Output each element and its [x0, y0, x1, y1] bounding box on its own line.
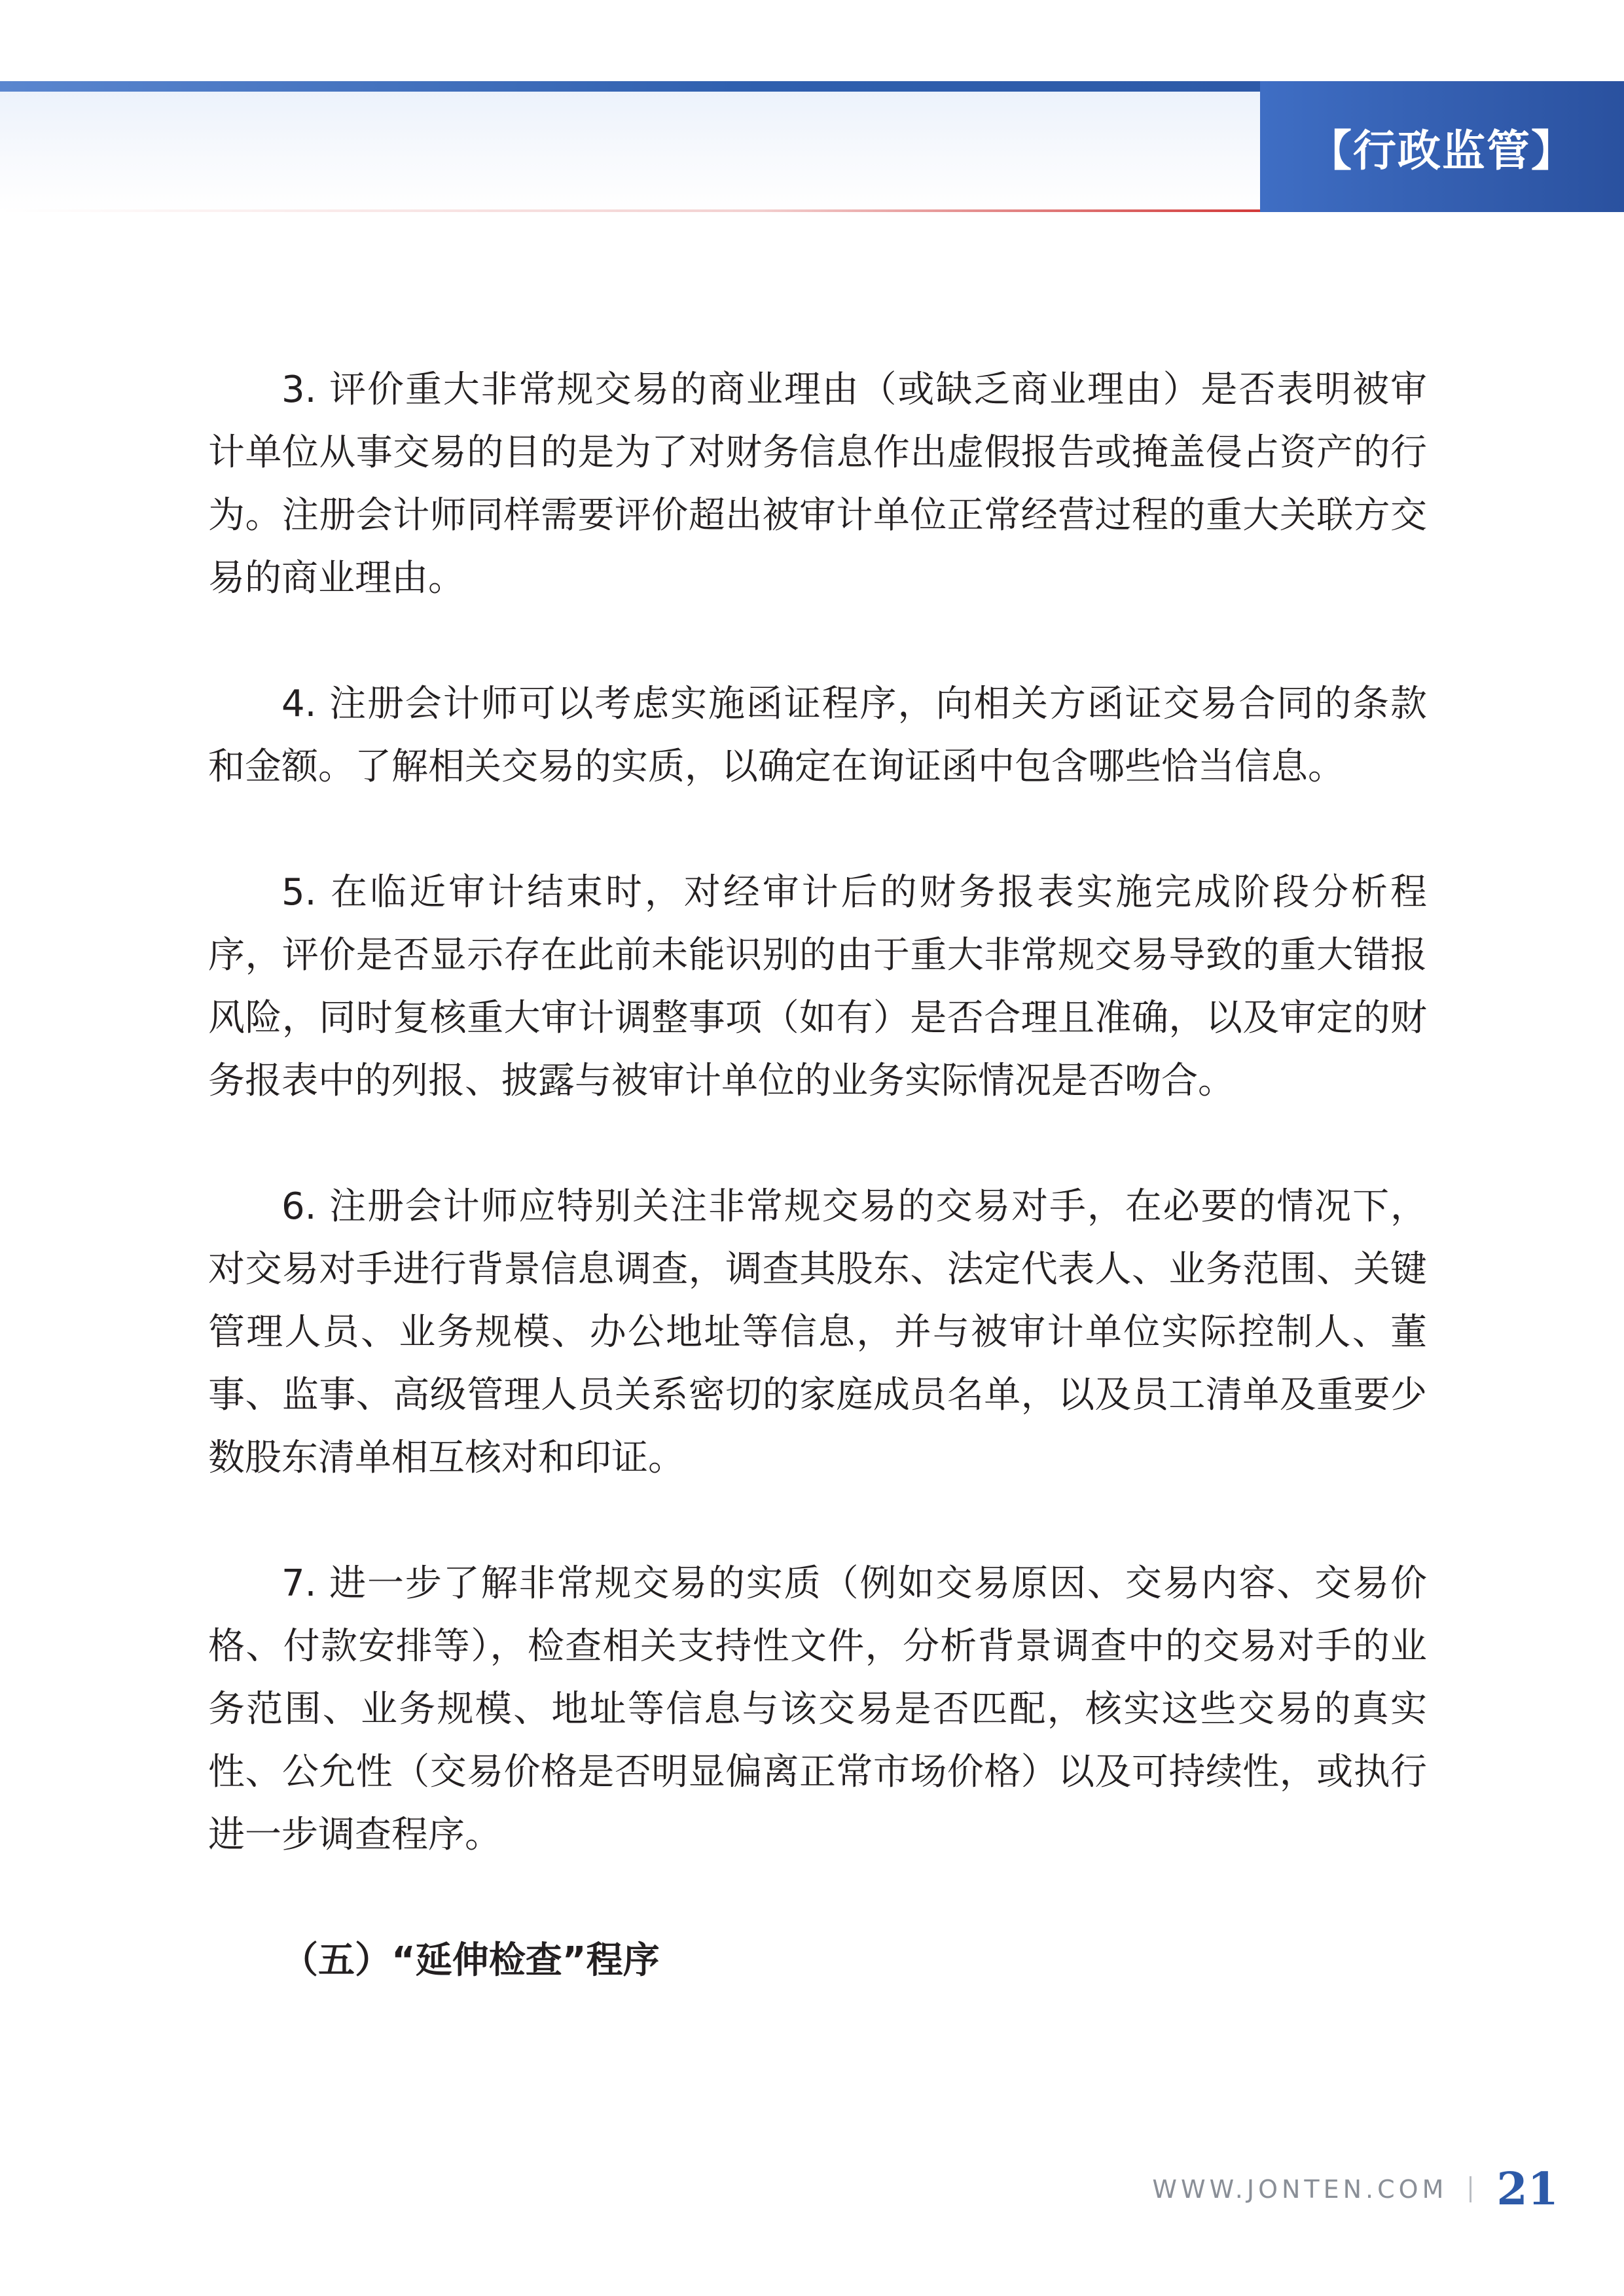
page-footer: [1152, 2153, 1559, 2225]
header-top-line: [0, 81, 1260, 92]
paragraph-7: 7. 进一步了解非常规交易的实质（例如交易原因、交易内容、交易价格、付款安排等），检查相关支持性文件，分析背景调查中的交易对手的业务范围、业务规模、地址等信息与该交易是否匹配，核实这些交易的真实性、公允性（交易价格是否明显偏离正常市场价格）以及可持续性，或执行进一步调查程序。: [208, 1562, 1427, 1856]
section-label: 【行政监管】: [1260, 81, 1624, 212]
paragraph-3: 3. 评价重大非常规交易的商业理由（或缺乏商业理由）是否表明被审计单位从事交易的目的是为了对财务信息作出虚假报告或掩盖侵占资产的行为。注册会计师同样需要评价超出被审计单位正常经营过程的重大关联方交易的商业理由。: [208, 368, 1427, 600]
paragraph-5: 5. 在临近审计结束时，对经审计后的财务报表实施完成阶段分析程序，评价是否显示存在此前未能识别的由于重大非常规交易导致的重大错报风险，同时复核重大审计调整事项（如有）是否合理且准确，以及审定的财务报表中的列报、披露与被审计单位的业务实际情况是否吻合。: [208, 871, 1427, 1102]
article-body: [208, 359, 1427, 1992]
website-url: WWW.JONTEN.COM: [1152, 2175, 1448, 2204]
paragraph-4: 4. 注册会计师可以考虑实施函证程序，向相关方函证交易合同的条款和金额。了解相关交易的实质，以确定在询证函中包含哪些恰当信息。: [208, 683, 1427, 788]
header-band: [0, 81, 1260, 212]
header-accent-line: [0, 209, 1260, 212]
page-number: 21: [1496, 2163, 1559, 2215]
section-subheading: （五）“延伸检查”程序: [281, 1939, 660, 1982]
footer-divider: [1470, 2176, 1471, 2202]
paragraph-6: 6. 注册会计师应特别关注非常规交易的交易对手，在必要的情况下，对交易对手进行背景信息调查，调查其股东、法定代表人、业务范围、关键管理人员、业务规模、办公地址等信息，并与被审计单位实际控制人、董事、监事、高级管理人员关系密切的家庭成员名单，以及员工清单及重要少数股东清单相互核对和印证。: [208, 1185, 1427, 1479]
